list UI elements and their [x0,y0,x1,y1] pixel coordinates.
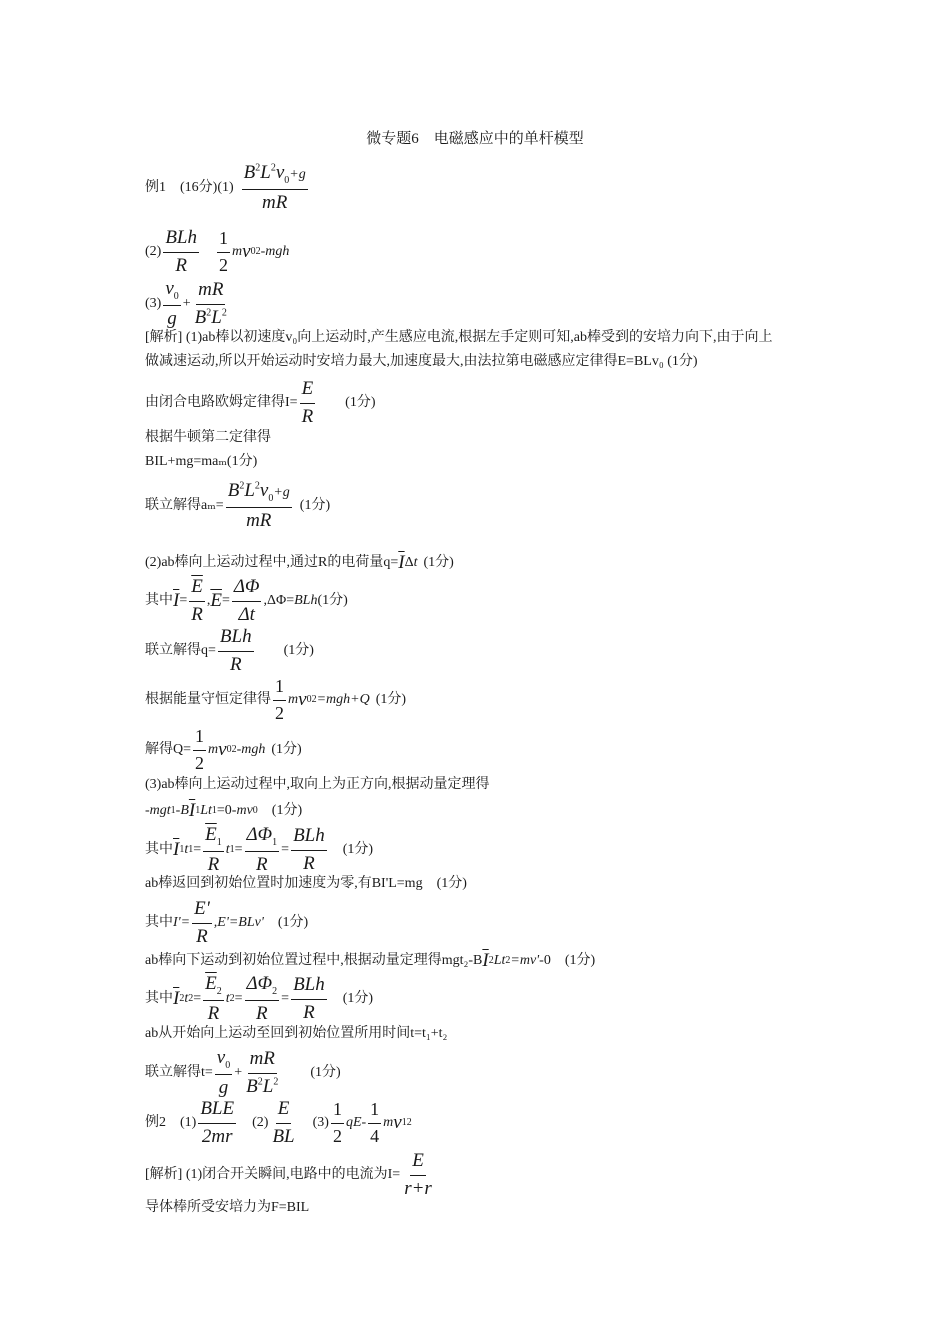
solve-am-line: 联立解得aₘ= $\frac{B^2L^2v_0+g}{mR}$ (1分) [145,480,331,531]
newton-line: 根据牛顿第二定律得 [145,430,271,445]
ohm-law-line: 由闭合电路欧姆定律得I= $\frac{E}{R}$ (1分) [145,378,376,427]
ex2-analysis: [解析] (1)闭合开关瞬间,电路中的电流为I= $\frac{E}{r+r}$ [145,1150,432,1199]
momentum-up-line: -mgt 1 -B $\overline{I}$ 1 Lt 1 =0- mv 0 (1分) [145,800,303,821]
total-time-line: ab从开始向上运动至回到初始位置所用时间t=t₁+t₂ [145,1026,448,1041]
ex1-analysis-line2: 做减速运动,所以开始运动时安培力最大,加速度最大,由法拉第电磁感应定律得E=BLv₀ (1分) [145,354,698,369]
ex1-answer-3: (3) $\frac{v_0}{g}$ + $\frac{mR}{B^2L^2}$ [145,278,227,329]
zero-acc-line: ab棒返回到初始位置时加速度为零,有BI'L=mg (1分) [145,876,467,891]
avg-current-1-line: 其中 $\overline{I}$ 1 t 1 = $\frac{\overline{E}_1}{R}$ t 1 = $\frac{\Delta\Phi_1}{R}$ = $\frac{\text{BLh}}{R}$ (1分) [145,824,374,875]
avg-current-2-line: 其中 $\overline{I}$ 2 t 2 = $\frac{\overline{E}_2}{R}$ t 2 = $\frac{\Delta\Phi_2}{R}$ = $\frac{\text{BLh}}{R}$ (1分) [145,973,374,1024]
ex1-analysis-line1: [解析] (1)ab棒以初速度v₀向上运动时,产生感应电流,根据左手定则可知,ab棒受到的安培力向下,由于向上 [145,330,773,345]
page-title: 微专题6 电磁感应中的单杆模型 [366,131,584,147]
solve-t-line: 联立解得t= $\frac{v_0}{g}$ + $\frac{mR}{B^2L^2}$ (1分) [145,1047,341,1098]
part3-intro: (3)ab棒向上运动过程中,取向上为正方向,根据动量定理得 [145,777,490,792]
ex2-answers: 例2 (1) $\frac{\text{BLE}}{2mr}$ (2) $\frac{E}{BL}$ (3) $\frac{1}{2}$ qE- $\frac{1}{4}$ m v 1 2 [145,1098,412,1147]
ex2-force: 导体棒所受安培力为F=BIL [145,1200,310,1215]
ex1-label: 例1 (16分)(1) [145,179,234,195]
solve-q-line: 联立解得q= $\frac{\text{BLh}}{R}$ (1分) [145,626,314,675]
answer1-fraction: $\frac{B^2L^2v_0+g}{mR}$ [243,162,306,213]
I-prime-line: 其中 I'= $\frac{E'}{R}$ ,E'=BLv' (1分) [145,898,309,947]
part2-intro: (2)ab棒向上运动过程中,通过R的电荷量q= $\overline{I}$ Δ t (1分) [145,552,454,573]
momentum-down-line: ab棒向下运动到初始位置过程中,根据动量定理得mgt₂-B $\overline{I}$ 2 Lt 2 =mv'- 0 (1分) [145,950,596,971]
avg-current-line: 其中 $\overline{I}$ = $\frac{\overline{E}}{R}$ , $\overline{E}$ = $\frac{\Delta\Phi}{\Delta t}$ ,ΔΦ= BLh (1分) [145,576,348,625]
solve-Q-line: 解得Q= $\frac{1}{2}$ m v 0 2 -mgh (1分) [145,726,302,773]
bil-equation: BIL+mg=maₘ(1分) [145,454,258,469]
energy-line: 根据能量守恒定律得 $\frac{1}{2}$ m v 0 2 =mgh+Q (1分) [145,676,407,723]
ex1-answer-2: (2) $\frac{\text{BLh}}{R}$ $\frac{1}{2}$ m v 0 2 -mgh [145,227,290,276]
ex1-answer-1 [145,162,310,215]
